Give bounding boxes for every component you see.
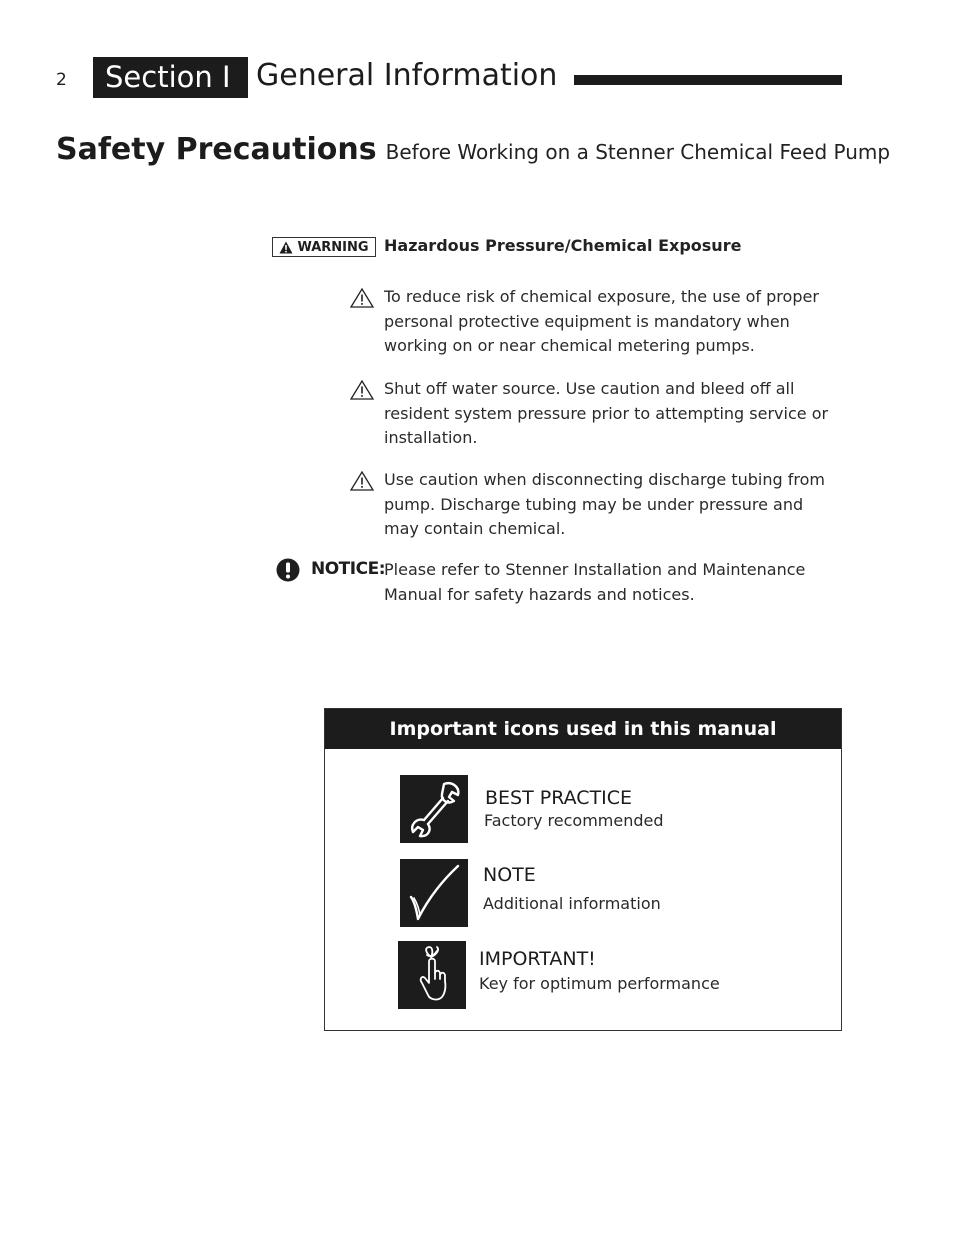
caution-triangle-icon bbox=[350, 380, 374, 400]
page-heading bbox=[56, 132, 890, 167]
important-icons-box bbox=[324, 708, 842, 1031]
legend-desc-note: Additional information bbox=[483, 894, 661, 913]
caution-text: Shut off water source. Use caution and bleed off all resident system pressure prior to attempting service or installation. bbox=[384, 379, 829, 447]
checkmark-icon bbox=[400, 859, 468, 927]
caution-triangle-icon bbox=[350, 471, 374, 491]
section-title: General Information bbox=[256, 58, 558, 93]
legend-label-note: NOTE bbox=[483, 864, 536, 886]
caution-item bbox=[350, 285, 830, 359]
legend-desc-important: Key for optimum performance bbox=[479, 974, 720, 993]
caution-triangle-icon bbox=[350, 288, 374, 308]
legend-desc-best-practice: Factory recommended bbox=[484, 811, 664, 830]
warning-badge bbox=[272, 237, 376, 257]
icons-box-title: Important icons used in this manual bbox=[325, 709, 841, 749]
finger-string-icon bbox=[398, 941, 466, 1009]
page-title: Safety Precautions bbox=[56, 132, 377, 167]
legend-label-best-practice: BEST PRACTICE bbox=[485, 787, 633, 809]
hazard-title: Hazardous Pressure/Chemical Exposure bbox=[384, 236, 742, 255]
legend-label-important: IMPORTANT! bbox=[479, 948, 596, 970]
caution-item bbox=[350, 468, 830, 542]
caution-text: Use caution when disconnecting discharge tubing from pump. Discharge tubing may be under pressure and may contain chemical. bbox=[384, 470, 825, 538]
wrench-icon bbox=[400, 775, 468, 843]
warning-triangle-icon bbox=[279, 241, 293, 254]
caution-text: To reduce risk of chemical exposure, the use of proper personal protective equipment is mandatory when working on or near chemical metering pumps. bbox=[384, 287, 819, 355]
section-tab: Section I bbox=[93, 57, 248, 98]
notice-text: Please refer to Stenner Installation and Maintenance Manual for safety hazards and notices. bbox=[384, 560, 806, 604]
caution-item bbox=[350, 377, 830, 451]
notice-label: NOTICE: bbox=[311, 559, 385, 579]
exclamation-circle-icon bbox=[276, 558, 300, 582]
header-rule bbox=[574, 75, 842, 85]
page-subtitle: Before Working on a Stenner Chemical Feed Pump bbox=[385, 140, 891, 164]
page-number: 2 bbox=[56, 70, 67, 90]
warning-badge-label: WARNING bbox=[297, 239, 369, 255]
